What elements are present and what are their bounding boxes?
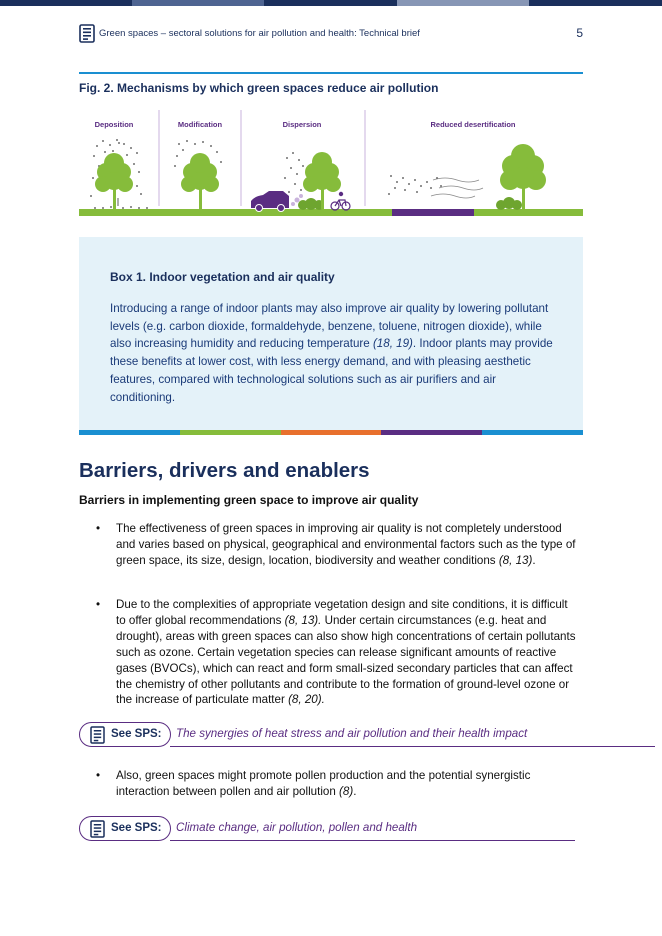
see-sps-callout[interactable] <box>79 722 577 748</box>
bullet-text-end: . <box>353 784 357 798</box>
bullet-text <box>116 521 578 569</box>
figure-title: Fig. 2. Mechanisms by which green spaces reduce air pollution <box>79 81 439 95</box>
top-color-bar <box>0 0 662 6</box>
bullet-text <box>116 597 578 708</box>
see-sps-underline <box>170 840 575 841</box>
see-sps-pill[interactable] <box>79 816 171 841</box>
box-text-continued: . Indoor plants may provide these benefits at lower cost, with less energy demand, and with pleasing aesthetic features, compared with technological solutions such as air purifiers and air conditioning. <box>110 337 553 404</box>
box-color-stripe <box>79 430 583 435</box>
header-title: Green spaces – sectoral solutions for air pollution and health: Technical brief <box>99 28 420 39</box>
see-sps-underline <box>170 746 655 747</box>
box-text-main: Introducing a range of indoor plants may also improve air quality by lowering pollutant levels (e.g. carbon dioxide, formaldehyde, benzene, toluene, nitrogen dioxide), while also increasing humidity and reducing temperature <box>110 302 549 351</box>
see-sps-link-climate-pollen[interactable]: Climate change, air pollution, pollen and health <box>176 821 418 834</box>
box-indoor-vegetation <box>79 237 583 430</box>
see-sps-label: See SPS: <box>111 822 162 834</box>
figure-top-rule <box>79 72 583 74</box>
bullet-reference: (8, 20). <box>288 693 325 707</box>
dispersion-scene <box>251 152 350 212</box>
see-sps-pill[interactable] <box>79 722 171 747</box>
box-title: Box 1. Indoor vegetation and air quality <box>110 270 335 284</box>
bullet-marker: • <box>96 769 101 782</box>
box-text-reference: (18, 19) <box>372 337 413 351</box>
see-sps-label: See SPS: <box>111 728 162 740</box>
document-icon <box>90 820 105 838</box>
car-icon <box>251 191 289 212</box>
bullet-text-main: The effectiveness of green spaces in improving air quality is not completely understood and varies based on physical, geographical and environmental factors such as the type of green space, its size, design, location, biodiversity and weather conditions <box>116 522 576 567</box>
sub-heading: Barriers in implementing green space to improve air quality <box>79 493 419 507</box>
document-icon <box>90 726 105 744</box>
bullet-reference: (8) <box>339 784 354 798</box>
figure-illustration <box>79 108 583 220</box>
bullet-reference: (8, 13). <box>284 613 322 627</box>
label-reduced-desertification: Reduced desertification <box>430 120 516 129</box>
label-deposition: Deposition <box>94 120 134 129</box>
bullet-text-continued: Under certain circumstances (e.g. heat and drought), areas with green spaces can also show high concentrations of certain pollutants such as ozone. Certain vegetation species can release significant amounts of reactive gases (BVOCs), which can react and form small-sized secondary particles that can affect the chemistry of other pollutants and contribute to the formation of ground-level ozone or the increase of particulate matter <box>116 613 576 707</box>
label-modification: Modification <box>177 120 223 129</box>
reduced-desertification-scene <box>388 144 546 210</box>
bullet-text-main: Also, green spaces might promote pollen production and the potential synergistic interaction between pollen and air pollution <box>116 769 531 798</box>
section-heading: Barriers, drivers and enablers <box>79 459 370 482</box>
page-header <box>79 24 583 44</box>
modification-tree <box>174 140 222 209</box>
see-sps-link-heat-stress[interactable]: The synergies of heat stress and air pollution and their health impact <box>176 727 528 740</box>
bullet-reference: (8, 13) <box>498 553 533 567</box>
document-icon <box>79 24 95 43</box>
bullet-text-main: Due to the complexities of appropriate vegetation design and site conditions, it is difficult to offer global recommendations <box>116 598 568 627</box>
label-dispersion: Dispersion <box>282 120 322 129</box>
see-sps-callout[interactable] <box>79 816 577 842</box>
bullet-text-end: . <box>532 553 536 567</box>
bullet-marker: • <box>96 522 101 535</box>
deposition-tree <box>90 139 148 209</box>
cyclist-icon <box>331 192 350 210</box>
box-text <box>110 300 560 406</box>
bullet-text <box>116 768 578 800</box>
bullet-marker: • <box>96 598 101 611</box>
page-number: 5 <box>576 26 583 40</box>
